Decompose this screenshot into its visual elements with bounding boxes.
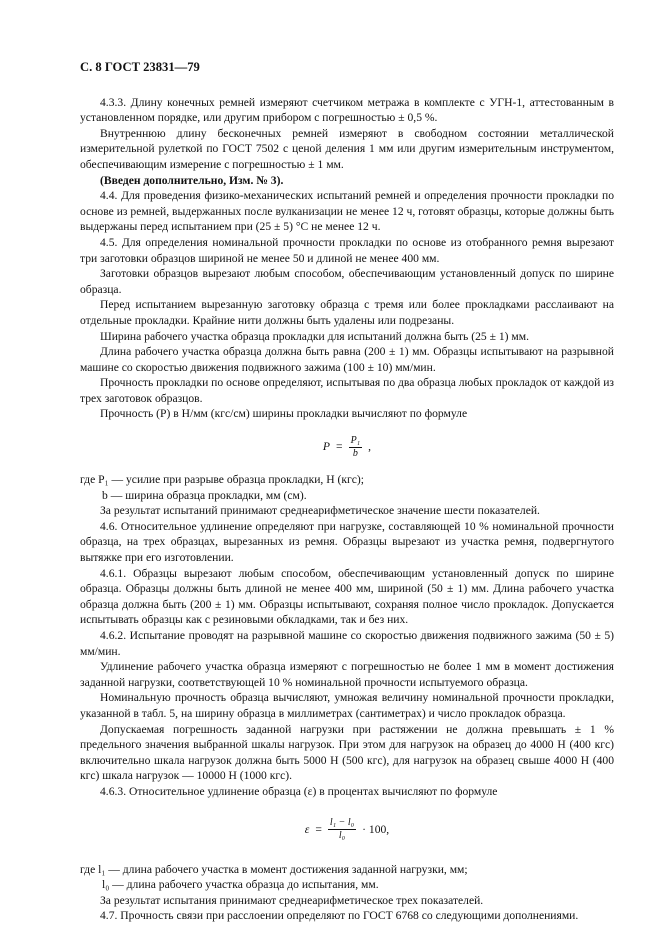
para-4-5-g: Прочность (P) в Н/мм (кгс/см) ширины прокладки вычисляют по формуле — [100, 407, 468, 421]
formula2-fraction — [328, 817, 356, 842]
para-4-6-2-c: Номинальную прочность образца вычисляют, умножая величину номинальной прочности прокладки, указанной в табл. 5, на ширину образца в миллиметрах (сантиметрах) и число прокладок образца. — [80, 691, 614, 720]
formula2-denominator: l₀ — [338, 830, 346, 842]
where-l1: где l₁ — длина рабочего участка в момент достижения заданной нагрузки, мм; — [80, 862, 468, 876]
formula2-tail: · 100, — [362, 822, 390, 836]
formula2-numerator: l₁ − l₀ — [329, 817, 355, 829]
where-b: b — ширина образца прокладки, мм (см). — [102, 488, 307, 502]
formula-tail: , — [368, 440, 372, 454]
para-4-5-f: Прочность прокладки по основе определяют, испытывая по два образца любых прокладок от каждой из трех заготовок образцов. — [80, 376, 614, 405]
formula-strength — [80, 430, 614, 464]
para-4-6-2: 4.6.2. Испытание проводят на разрывной машине со скоростью движения подвижного зажима (50 ± 5) мм/мин. — [80, 629, 614, 658]
para-4-3-3: 4.3.3. Длину конечных ремней измеряют счетчиком метража в комплекте с УГН-1, аттестованным в установленном порядке, или другим прибором с погрешностью ± 0,5 %. — [80, 95, 614, 125]
formula2-lhs: ε — [304, 822, 310, 836]
formula-fraction — [349, 435, 363, 460]
para-4-6-2-b: Удлинение рабочего участка образца измеряют с погрешностью не более 1 мм в момент достижения заданной нагрузки, соответствующей 10 % номинальной прочности испытуемого образца. — [80, 660, 614, 689]
para-4-5-b: Заготовки образцов вырезают любым способом, обеспечивающим установленный допуск по ширине образца. — [80, 267, 614, 296]
para-4-4: 4.4. Для проведения физико-механических испытаний ремней и определения прочности прокладки по основе из ремней, выдержанных после вулканизации не менее 12 ч, готовят образцы, которые должны быть выдержаны перед испытанием при (25 ± 5) °С не менее 12 ч. — [80, 189, 614, 234]
formula-elongation — [80, 812, 614, 848]
para-4-6: 4.6. Относительное удлинение определяют при нагрузке, составляющей 10 % номинальной прочности образца, на трех образцах, вырезанных из ремня. Образцы вырезают из участка ремня, подвергнутого вытяжке при его изготовлении. — [80, 519, 614, 565]
page-header: С. 8 ГОСТ 23831—79 — [80, 60, 200, 74]
formula-equals: = — [336, 440, 343, 454]
para-4-6-3-b: За результат испытания принимают среднеарифметическое трех показателей. — [100, 893, 484, 907]
para-4-5-h: За результат испытаний принимают среднеарифметическое значение шести показателей. — [100, 504, 540, 518]
document-page — [80, 60, 614, 924]
para-4-6-3: 4.6.3. Относительное удлинение образца (ε) в процентах вычисляют по формуле — [100, 784, 498, 798]
para-4-5: 4.5. Для определения номинальной прочности прокладки по основе из отобранного ремня вырезают три заготовки образцов шириной не менее 50 и длиной не менее 400 мм. — [80, 235, 614, 265]
formula-numerator: P₁ — [350, 434, 361, 446]
para-4-7: 4.7. Прочность связи при расслоении определяют по ГОСТ 6768 со следующими дополнениями. — [100, 909, 579, 923]
para-4-3-3-b: Внутреннюю длину бесконечных ремней измеряют в свободном состоянии металлической измерительной рулеткой по ГОСТ 7502 с ценой деления 1 мм или другим измерительным инструментом, обеспечивающим измерение с погрешностью ± 1 мм. — [80, 126, 614, 171]
para-4-5-d: Ширина рабочего участка образца прокладки для испытаний должна быть (25 ± 1) мм. — [100, 329, 529, 343]
para-4-6-2-d: Допускаемая погрешность заданной нагрузки при растяжении не должна превышать ± 1 % предельного значения выбранной шкалы нагрузок. При этом для нагрузок на образец до 4000 Н (400 кгс) включительно шкала нагрузок должна быть 5000 Н (500 кгс), для нагрузок на образец свыше 4000 Н (400 кгс) шкала нагрузок — 10000 Н (1000 кгс). — [80, 722, 614, 783]
formula2-equals: = — [315, 822, 322, 836]
para-4-6-1: 4.6.1. Образцы вырезают любым способом, обеспечивающим установленный допуск по ширине образца. Образцы должны быть длиной не менее 400 мм, шириной (50 ± 1) мм. Длина рабочего участка образца должна быть (200 ± 1) мм. Образцы испытывают, сохраняя полное число прокладок. Допускается испытывать образцы как с резиновыми обкладками, так и без них. — [80, 566, 614, 627]
formula-denominator: b — [352, 447, 358, 459]
where-l0: l₀ — длина рабочего участка образца до испытания, мм. — [102, 878, 379, 892]
para-4-5-c: Перед испытанием вырезанную заготовку образца с тремя или более прокладками расслаивают на отдельные прокладки. Крайние нити должны быть удалены или подрезаны. — [80, 298, 614, 327]
formula-lhs: P — [322, 440, 331, 454]
para-4-5-e: Длина рабочего участка образца должна быть равна (200 ± 1) мм. Образцы испытывают на разрывной машине со скоростью движения подвижного зажима (100 ± 10) мм/мин. — [80, 345, 614, 374]
amendment-note: (Введен дополнительно, Изм. № 3). — [100, 173, 284, 187]
where-p1: где P₁ — усилие при разрыве образца прокладки, Н (кгс); — [80, 473, 364, 487]
